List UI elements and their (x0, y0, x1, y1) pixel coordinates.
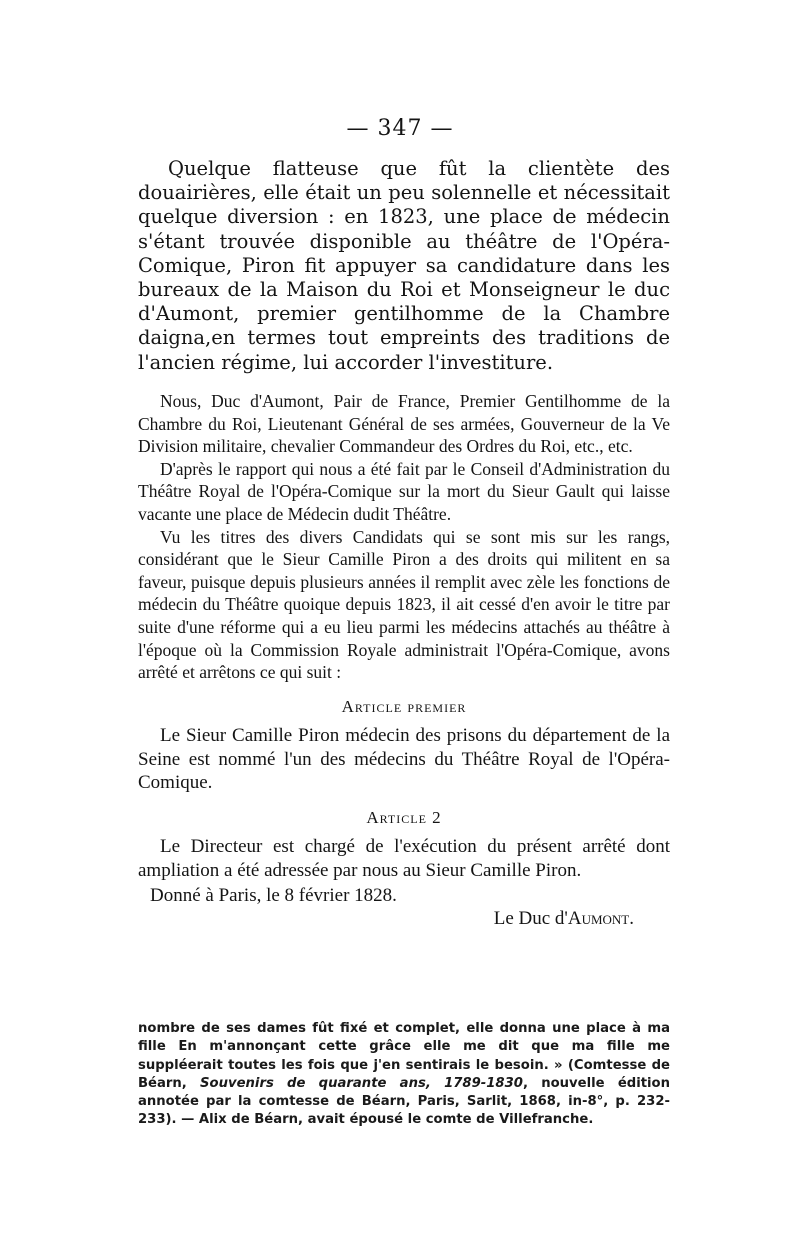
intro-paragraph: Quelque flatteuse que fût la clientète des douairières, elle était un peu solennelle et nécessitait quelque diversion : en 1823, une place de médecin s'étant trouvée disponible au théâtre de l'Opéra-Comique, Piron fit appuyer sa candidature dans les bureaux de la Maison du Roi et Monseigneur le duc d'Aumont, premier gentilhomme de la Chambre daigna,en termes tout empreints des traditions de l'ancien régime, lui accorder l'investiture. (138, 157, 670, 374)
page-number: — 347 — (346, 116, 454, 141)
footnote-text-end: , nouvelle édition annotée par la comtesse de Béarn, Paris, Sarlit, 1868, in-8°, p. 232-233). — Alix de Béarn, avait épousé le comte de Villefranche. (138, 1075, 670, 1128)
footnote-book-title: Souvenirs de quarante ans, 1789-1830 (200, 1075, 523, 1091)
signature-name: Aumont. (567, 908, 634, 929)
article-1-text: Le Sieur Camille Piron médecin des prisons du département de la Seine est nommé l'un des médecins du Théâtre Royal de l'Opéra-Comique. (138, 725, 670, 794)
given-at-line: Donné à Paris, le 8 février 1828. (150, 885, 397, 907)
article-1-heading: Article premier (341, 696, 467, 716)
decree-preamble-report: D'après le rapport qui nous a été fait par le Conseil d'Administration du Théâtre Royal de l'Opéra-Comique sur la mort du Sieur Gault qui laisse vacante une place de Médecin dudit Théâtre. (138, 458, 670, 524)
article-2-text: Le Directeur est chargé de l'exécution du présent arrêté dont ampliation a été adressée par nous au Sieur Camille Piron. (138, 836, 670, 881)
decree-preamble-titles: Nous, Duc d'Aumont, Pair de France, Premier Gentilhomme de la Chambre du Roi, Lieutenant Général de ses armées, Gouverneur de la Ve Division militaire, chevalier Commandeur des Ordres du Roi, etc., etc. (138, 391, 670, 457)
article-2-heading: Article 2 (366, 807, 442, 827)
footnote (138, 1020, 670, 1130)
footnote-text-start: nombre de ses dames fût fixé et complet, elle donna une place à ma fille En m'annonçant cette grâce elle me dit que ma fille me suppléerait toutes les fois que j'en sentirais le besoin. » (Comtesse de Béarn, (138, 1021, 670, 1091)
decree-block (138, 390, 670, 931)
signature-prefix: Le Duc d' (493, 908, 568, 929)
signature (138, 908, 670, 931)
decree-preamble-considering: Vu les titres des divers Candidats qui se sont mis sur les rangs, considérant que le Sieur Camille Piron a des droits qui militent en sa faveur, puisque depuis plusieurs années il remplit avec zèle les fonctions de médecin du Théâtre quoique depuis 1823, il ait cessé d'en avoir le titre par suite d'une réforme qui a eu lieu parmi les médecins attachés au théâtre à l'époque où la Commission Royale administrait l'Opéra-Comique, avons arrêté et arrêtons ce qui suit : (138, 526, 670, 683)
